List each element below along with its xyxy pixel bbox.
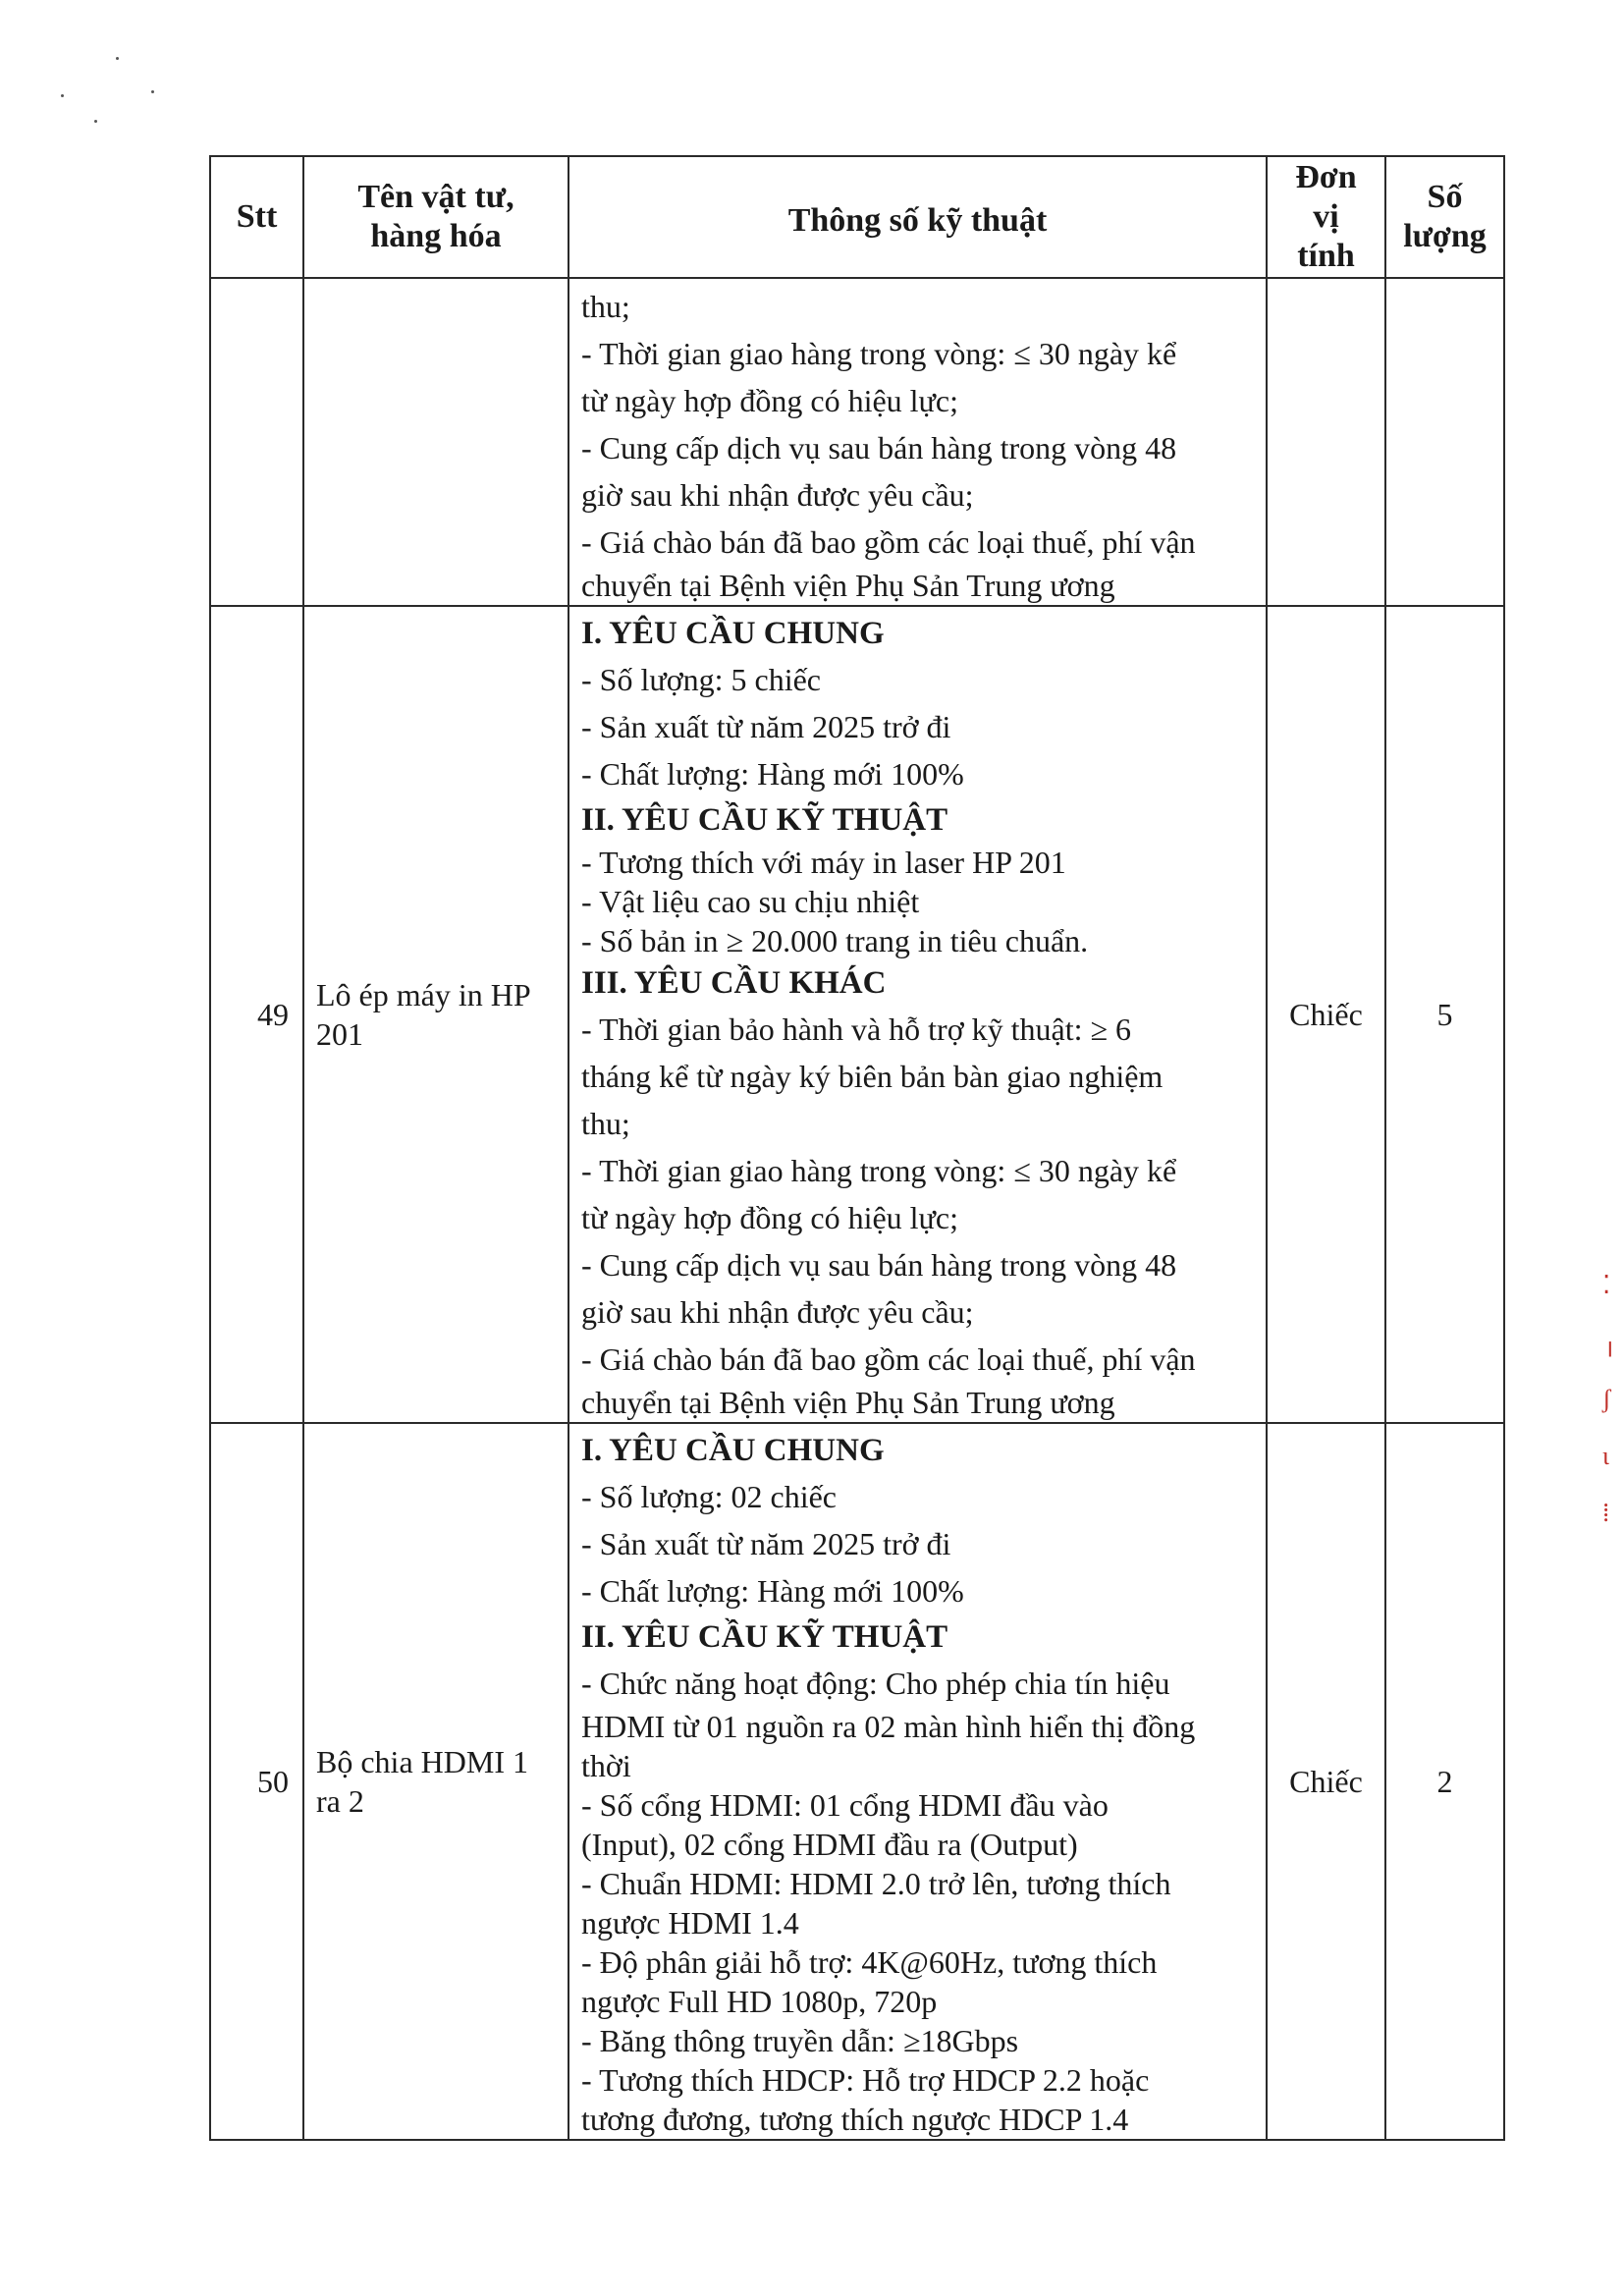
section-heading: I. YÊU CẦU CHUNG [581,616,885,651]
spec-table [209,155,1505,2141]
continuation-unit [1267,278,1385,606]
header-name-line: Tên vật tư, [357,179,514,215]
spec-line: thời [581,1748,631,1783]
continuation-row [210,278,1504,606]
spec-line: - Chất lượng: Hàng mới 100% [581,756,964,792]
section-heading: III. YÊU CẦU KHÁC [581,965,887,1001]
header-unit-line: Đơn [1295,159,1357,195]
header-row [210,156,1504,278]
item-name-line: 201 [316,1016,363,1052]
spec-line: - Thời gian giao hàng trong vòng: ≤ 30 ngày kể [581,1153,1177,1188]
continuation-spec [568,278,1267,606]
spec-line: ngược Full HD 1080p, 720p [581,1984,938,2019]
spec-line: - Số bản in ≥ 20.000 trang in tiêu chuẩn. [581,923,1089,958]
header-name-line: hàng hóa [370,218,502,254]
header-unit-line: tính [1297,238,1355,274]
spec-line: HDMI từ 01 nguồn ra 02 màn hình hiển thị đồng [581,1709,1196,1744]
scan-speck [94,120,97,123]
spec-line: - Thời gian giao hàng trong vòng: ≤ 30 ngày kể [581,336,1177,371]
row-unit: Chiếc [1267,606,1385,1423]
header-qty [1385,156,1504,278]
scan-speck [116,57,119,60]
spec-line: - Sản xuất từ năm 2025 trở đi [581,709,951,744]
spec-line: (Input), 02 cổng HDMI đầu ra (Output) [581,1827,1078,1862]
continuation-name [303,278,568,606]
item-name-line: Bộ chia HDMI 1 [316,1744,528,1779]
spec-line: tháng kể từ ngày ký biên bản bàn giao nghiệm [581,1059,1164,1094]
spec-line: - Chuẩn HDMI: HDMI 2.0 trở lên, tương thích [581,1866,1171,1901]
spec-line: thu; [581,289,630,324]
header-unit [1267,156,1385,278]
row-quantity: 2 [1385,1423,1504,2140]
spec-line: - Số lượng: 02 chiếc [581,1479,837,1514]
header-unit-line: vị [1313,198,1339,235]
row-spec [568,1423,1267,2140]
header-name [303,156,568,278]
spec-line: từ ngày hợp đồng có hiệu lực; [581,1200,958,1235]
spec-line: - Giá chào bán đã bao gồm các loại thuế, phí vận [581,1341,1196,1377]
header-qty-line: lượng [1403,218,1487,254]
spec-line: - Tương thích HDCP: Hỗ trợ HDCP 2.2 hoặc [581,2062,1150,2098]
spec-line: - Vật liệu cao su chịu nhiệt [581,884,920,919]
header-stt: Stt [210,156,303,278]
section-heading: II. YÊU CẦU KỸ THUẬT [581,1619,948,1655]
stamp-bleed-marks: ⁚ ╷ ʃ ɩ ⁞ [1602,1271,1618,1527]
spec-line: - Số lượng: 5 chiếc [581,662,821,697]
table-row-49 [210,606,1504,1423]
spec-line: từ ngày hợp đồng có hiệu lực; [581,383,958,418]
row-spec [568,606,1267,1423]
spec-line: tương đương, tương thích ngược HDCP 1.4 [581,2102,1129,2137]
row-item-name [303,606,568,1423]
table-row-50 [210,1423,1504,2140]
scan-speck [151,90,154,93]
spec-line: ngược HDMI 1.4 [581,1905,799,1941]
header-qty-line: Số [1427,179,1463,215]
row-unit: Chiếc [1267,1423,1385,2140]
spec-line: chuyển tại Bệnh viện Phụ Sản Trung ương [581,568,1115,603]
spec-line: giờ sau khi nhận được yêu cầu; [581,1294,974,1330]
row-item-name [303,1423,568,2140]
row-stt: 49 [210,606,303,1423]
spec-line: - Chức năng hoạt động: Cho phép chia tín hiệu [581,1666,1170,1701]
spec-line: - Chất lượng: Hàng mới 100% [581,1573,964,1609]
item-name-line: ra 2 [316,1783,364,1819]
spec-line: - Độ phân giải hỗ trợ: 4K@60Hz, tương thích [581,1944,1158,1980]
spec-line: - Số cổng HDMI: 01 cổng HDMI đầu vào [581,1787,1109,1823]
spec-line: chuyển tại Bệnh viện Phụ Sản Trung ương [581,1385,1115,1420]
spec-line: - Cung cấp dịch vụ sau bán hàng trong vòng 48 [581,1247,1177,1283]
row-quantity: 5 [1385,606,1504,1423]
section-heading: I. YÊU CẦU CHUNG [581,1433,885,1468]
continuation-stt [210,278,303,606]
row-stt: 50 [210,1423,303,2140]
header-spec: Thông số kỹ thuật [568,156,1267,278]
spec-line: - Tương thích với máy in laser HP 201 [581,845,1066,880]
spec-line: - Thời gian bảo hành và hỗ trợ kỹ thuật: ≥ 6 [581,1011,1132,1047]
spec-line: giờ sau khi nhận được yêu cầu; [581,477,974,513]
spec-line: - Cung cấp dịch vụ sau bán hàng trong vòng 48 [581,430,1177,465]
scan-speck [61,94,64,97]
spec-line: thu; [581,1106,630,1141]
spec-line: - Sản xuất từ năm 2025 trở đi [581,1526,951,1561]
item-name-line: Lô ép máy in HP [316,977,531,1012]
section-heading: II. YÊU CẦU KỸ THUẬT [581,802,948,838]
continuation-qty [1385,278,1504,606]
spec-line: - Băng thông truyền dẫn: ≥18Gbps [581,2023,1019,2058]
spec-line: - Giá chào bán đã bao gồm các loại thuế, phí vận [581,524,1196,560]
